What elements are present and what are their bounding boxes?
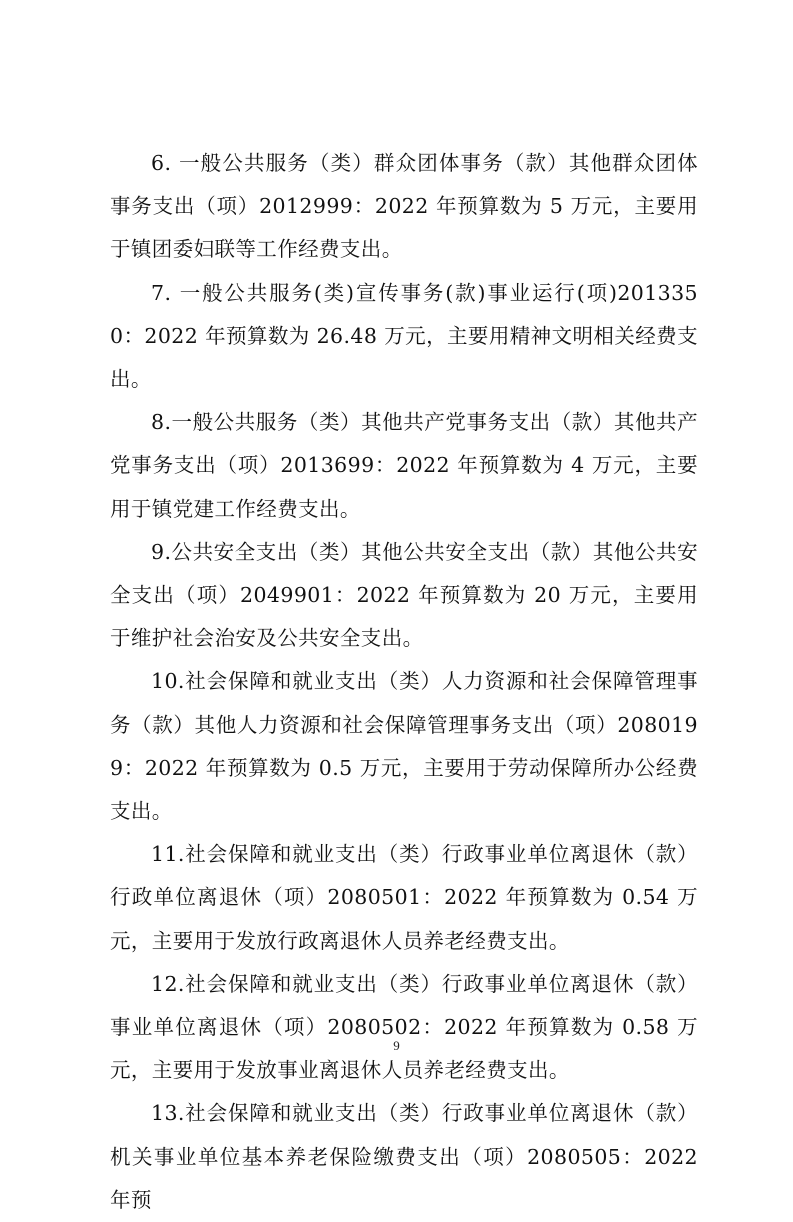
paragraph-7: 7. 一般公共服务(类)宣传事务(款)事业运行(项)2013350：2022 年预算数为 26.48 万元，主要用精神文明相关经费支出。 [110,280,698,392]
paragraph-6: 6. 一般公共服务（类）群众团体事务（款）其他群众团体事务支出（项）2012999：2022 年预算数为 5 万元，主要用于镇团委妇联等工作经费支出。 [110,151,698,262]
paragraph-8: 8.一般公共服务（类）其他共产党事务支出（款）其他共产党事务支出（项）2013699：2022 年预算数为 4 万元，主要用于镇党建工作经费支出。 [110,410,698,521]
paragraph-12: 12.社会保障和就业支出（类）行政事业单位离退休（款）事业单位离退休（项）2080502：2022 年预算数为 0.58 万元，主要用于发放事业离退休人员养老经费支出。 [110,971,698,1083]
page-number: 9 [393,1038,400,1053]
paragraph-10: 10.社会保障和就业支出（类）人力资源和社会保障管理事务（款）其他人力资源和社会保障管理事务支出（项）2080199：2022 年预算数为 0.5 万元，主要用于劳动保障所办公经费支出。 [110,669,698,824]
paragraph-13: 13.社会保障和就业支出（类）行政事业单位离退休（款）机关事业单位基本养老保险缴费支出（项）2080505：2022 年预 [110,1101,698,1212]
paragraph-11: 11.社会保障和就业支出（类）行政事业单位离退休（款）行政单位离退休（项）2080501：2022 年预算数为 0.54 万元，主要用于发放行政离退休人员养老经费支出。 [110,842,698,953]
document-body [110,142,698,1222]
paragraph-9: 9.公共安全支出（类）其他公共安全支出（款）其他公共安全支出（项）2049901：2022 年预算数为 20 万元，主要用于维护社会治安及公共安全支出。 [110,539,698,651]
